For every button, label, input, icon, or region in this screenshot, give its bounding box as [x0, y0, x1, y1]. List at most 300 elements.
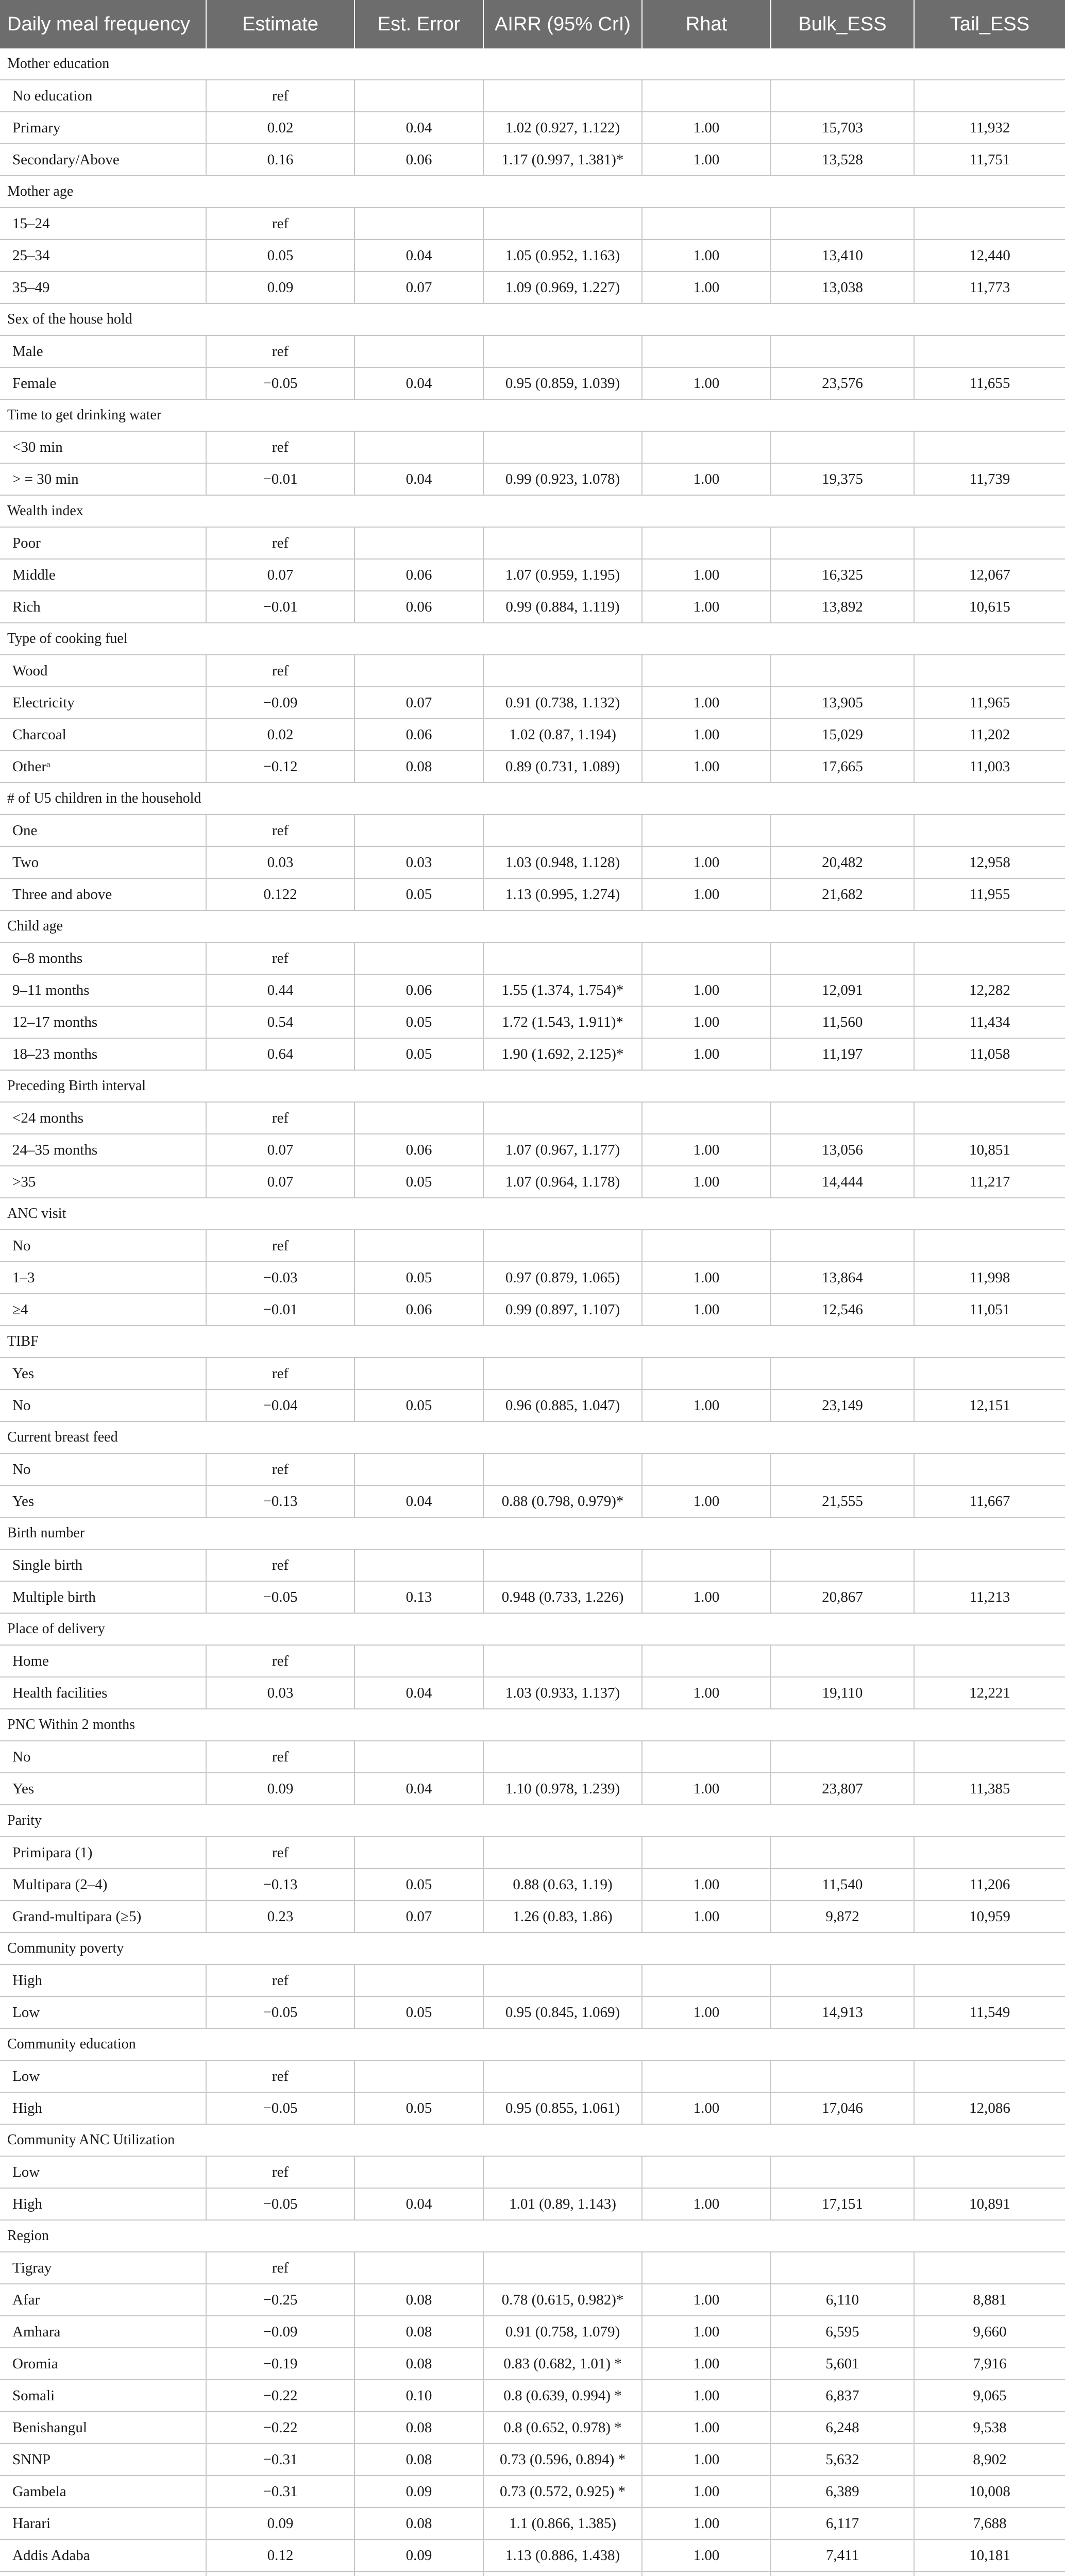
- rhat-cell: 1.00: [642, 1901, 771, 1933]
- row-label: Yes: [0, 1773, 206, 1805]
- table-row: [0, 1773, 1065, 1805]
- tail-ess-cell: [914, 1549, 1065, 1581]
- est-error-cell: [354, 2156, 483, 2188]
- column-header-rhat: Rhat: [642, 0, 771, 48]
- row-label: No: [0, 1741, 206, 1773]
- est-error-cell: 0.08: [354, 751, 483, 783]
- row-label: Charcoal: [0, 719, 206, 751]
- bulk-ess-cell: 6,389: [771, 2476, 914, 2507]
- est-error-cell: 0.04: [354, 463, 483, 495]
- group-header-row: [0, 1709, 1065, 1741]
- rhat-cell: 1.00: [642, 1581, 771, 1613]
- bulk-ess-cell: [771, 1549, 914, 1581]
- est-error-cell: [354, 942, 483, 974]
- bulk-ess-cell: 17,665: [771, 751, 914, 783]
- table-row: [0, 687, 1065, 719]
- tail-ess-cell: [914, 1964, 1065, 1996]
- group-label: ANC visit: [0, 1198, 1065, 1230]
- table-body: [0, 48, 1065, 2576]
- table-row: [0, 1038, 1065, 1070]
- table-row: [0, 2444, 1065, 2476]
- bulk-ess-cell: [771, 208, 914, 240]
- bulk-ess-cell: 11,540: [771, 1869, 914, 1901]
- table-row: [0, 208, 1065, 240]
- estimate-cell: −0.01: [206, 463, 354, 495]
- group-header-row: [0, 303, 1065, 335]
- rhat-cell: 1.00: [642, 367, 771, 399]
- table-row: [0, 2571, 1065, 2576]
- est-error-cell: 0.06: [354, 144, 483, 176]
- estimate-cell: −0.22: [206, 2412, 354, 2444]
- table-row: [0, 2252, 1065, 2284]
- group-label: Mother education: [0, 48, 1065, 80]
- est-error-cell: [354, 1549, 483, 1581]
- row-label: Multiple birth: [0, 1581, 206, 1613]
- airr-cell: 1.13 (0.995, 1.274): [483, 878, 642, 910]
- estimate-cell: ref: [206, 815, 354, 846]
- tail-ess-cell: [914, 1358, 1065, 1389]
- est-error-cell: 0.05: [354, 1006, 483, 1038]
- row-label: 6–8 months: [0, 942, 206, 974]
- group-label: Time to get drinking water: [0, 399, 1065, 431]
- table-row: [0, 1294, 1065, 1326]
- airr-cell: [483, 431, 642, 463]
- est-error-cell: 0.06: [354, 1294, 483, 1326]
- row-label: 12–17 months: [0, 1006, 206, 1038]
- table-row: [0, 2348, 1065, 2380]
- group-label: Preceding Birth interval: [0, 1070, 1065, 1102]
- rhat-cell: 1.00: [642, 2539, 771, 2571]
- group-label: Wealth index: [0, 495, 1065, 527]
- group-label: Mother age: [0, 176, 1065, 208]
- bulk-ess-cell: 13,864: [771, 1262, 914, 1294]
- table-row: [0, 2092, 1065, 2124]
- table-row: [0, 431, 1065, 463]
- table-row: [0, 112, 1065, 144]
- airr-cell: 0.99 (0.923, 1.078): [483, 463, 642, 495]
- airr-cell: [483, 208, 642, 240]
- rhat-cell: 1.00: [642, 1294, 771, 1326]
- bulk-ess-cell: 6,595: [771, 2316, 914, 2348]
- tail-ess-cell: 11,549: [914, 1996, 1065, 2028]
- group-label: Community ANC Utilization: [0, 2124, 1065, 2156]
- group-header-row: [0, 1517, 1065, 1549]
- tail-ess-cell: 12,086: [914, 2092, 1065, 2124]
- airr-cell: [483, 2252, 642, 2284]
- table-row: [0, 1230, 1065, 1262]
- row-label: Low: [0, 1996, 206, 2028]
- group-header-row: [0, 399, 1065, 431]
- table-row: [0, 367, 1065, 399]
- rhat-cell: [642, 431, 771, 463]
- rhat-cell: 1.00: [642, 687, 771, 719]
- rhat-cell: 1.00: [642, 974, 771, 1006]
- est-error-cell: 0.13: [354, 1581, 483, 1613]
- est-error-cell: 0.05: [354, 1389, 483, 1421]
- tail-ess-cell: 11,751: [914, 144, 1065, 176]
- airr-cell: 1.07 (0.964, 1.178): [483, 1166, 642, 1198]
- tail-ess-cell: [914, 655, 1065, 687]
- estimate-cell: −0.05: [206, 1996, 354, 2028]
- estimate-cell: 0.16: [206, 144, 354, 176]
- est-error-cell: 0.04: [354, 1773, 483, 1805]
- airr-cell: [483, 1964, 642, 1996]
- table-row: [0, 1901, 1065, 1933]
- airr-cell: [483, 1453, 642, 1485]
- airr-cell: 0.99 (0.897, 1.107): [483, 1294, 642, 1326]
- rhat-cell: 1.00: [642, 1677, 771, 1709]
- airr-cell: 0.88 (0.63, 1.19): [483, 1869, 642, 1901]
- est-error-cell: 0.04: [354, 112, 483, 144]
- row-label: One: [0, 815, 206, 846]
- group-header-row: [0, 1070, 1065, 1102]
- est-error-cell: [354, 1741, 483, 1773]
- group-header-row: [0, 495, 1065, 527]
- row-label: Rich: [0, 591, 206, 623]
- bulk-ess-cell: 14,913: [771, 1996, 914, 2028]
- est-error-cell: 0.05: [354, 1262, 483, 1294]
- row-label: Health facilities: [0, 1677, 206, 1709]
- airr-cell: [483, 1230, 642, 1262]
- bulk-ess-cell: 13,905: [771, 687, 914, 719]
- estimate-cell: 0.03: [206, 1677, 354, 1709]
- tail-ess-cell: 11,434: [914, 1006, 1065, 1038]
- estimate-cell: −0.04: [206, 1389, 354, 1421]
- bulk-ess-cell: 20,867: [771, 1581, 914, 1613]
- table-row: [0, 2284, 1065, 2316]
- bulk-ess-cell: 21,555: [771, 1485, 914, 1517]
- bulk-ess-cell: [771, 2156, 914, 2188]
- rhat-cell: 1.00: [642, 2412, 771, 2444]
- estimate-cell: 0.07: [206, 559, 354, 591]
- estimate-cell: 0.12: [206, 2539, 354, 2571]
- tail-ess-cell: 7,916: [914, 2348, 1065, 2380]
- table-row: [0, 1358, 1065, 1389]
- est-error-cell: [354, 431, 483, 463]
- table-row: [0, 1549, 1065, 1581]
- rhat-cell: 1.00: [642, 1485, 771, 1517]
- row-label: Grand-multipara (≥5): [0, 1901, 206, 1933]
- estimate-cell: ref: [206, 1645, 354, 1677]
- est-error-cell: 0.09: [354, 2476, 483, 2507]
- table-row: [0, 272, 1065, 303]
- row-label: Two: [0, 846, 206, 878]
- est-error-cell: 0.05: [354, 1996, 483, 2028]
- tail-ess-cell: 7,688: [914, 2507, 1065, 2539]
- est-error-cell: 0.05: [354, 1038, 483, 1070]
- rhat-cell: [642, 1102, 771, 1134]
- est-error-cell: [354, 655, 483, 687]
- group-label: Region: [0, 2220, 1065, 2252]
- group-label: Community education: [0, 2028, 1065, 2060]
- estimate-cell: −0.31: [206, 2444, 354, 2476]
- bulk-ess-cell: [771, 1741, 914, 1773]
- row-label: Low: [0, 2060, 206, 2092]
- group-label: Place of delivery: [0, 1613, 1065, 1645]
- row-label: High: [0, 2092, 206, 2124]
- airr-cell: [483, 942, 642, 974]
- est-error-cell: 0.08: [354, 2507, 483, 2539]
- airr-cell: 0.95 (0.859, 1.039): [483, 367, 642, 399]
- tail-ess-cell: 12,067: [914, 559, 1065, 591]
- airr-cell: [483, 80, 642, 112]
- est-error-cell: 0.09: [354, 2539, 483, 2571]
- estimate-cell: ref: [206, 1964, 354, 1996]
- tail-ess-cell: 12,282: [914, 974, 1065, 1006]
- row-label: Afar: [0, 2284, 206, 2316]
- rhat-cell: [642, 2252, 771, 2284]
- est-error-cell: 0.08: [354, 2444, 483, 2476]
- row-label: <30 min: [0, 431, 206, 463]
- table-row: [0, 1166, 1065, 1198]
- tail-ess-cell: [914, 1230, 1065, 1262]
- group-label: Sex of the house hold: [0, 303, 1065, 335]
- tail-ess-cell: [914, 942, 1065, 974]
- estimate-cell: ref: [206, 431, 354, 463]
- row-label: High: [0, 2188, 206, 2220]
- group-header-row: [0, 623, 1065, 655]
- estimate-cell: 0.07: [206, 1134, 354, 1166]
- estimate-cell: 0.44: [206, 974, 354, 1006]
- rhat-cell: 1.00: [642, 1166, 771, 1198]
- row-label: ≥4: [0, 1294, 206, 1326]
- est-error-cell: 0.04: [354, 367, 483, 399]
- estimate-cell: ref: [206, 1549, 354, 1581]
- group-label: Child age: [0, 910, 1065, 942]
- estimate-cell: 0.05: [206, 240, 354, 272]
- rhat-cell: 1.00: [642, 559, 771, 591]
- est-error-cell: 0.05: [354, 1166, 483, 1198]
- airr-cell: [483, 1358, 642, 1389]
- group-label: Current breast feed: [0, 1421, 1065, 1453]
- row-label: Primipara (1): [0, 1837, 206, 1869]
- bulk-ess-cell: [771, 942, 914, 974]
- estimate-cell: 0.23: [206, 1901, 354, 1933]
- rhat-cell: 1.00: [642, 1389, 771, 1421]
- airr-cell: [483, 527, 642, 559]
- airr-cell: 1.26 (0.83, 1.86): [483, 1901, 642, 1933]
- group-header-row: [0, 783, 1065, 815]
- rhat-cell: [642, 1549, 771, 1581]
- estimate-cell: 0.09: [206, 1773, 354, 1805]
- rhat-cell: 1.00: [642, 112, 771, 144]
- est-error-cell: 0.03: [354, 846, 483, 878]
- bulk-ess-cell: 11,197: [771, 1038, 914, 1070]
- rhat-cell: [642, 1741, 771, 1773]
- bulk-ess-cell: [771, 1453, 914, 1485]
- est-error-cell: [354, 1358, 483, 1389]
- row-label: 25–34: [0, 240, 206, 272]
- estimate-cell: −0.05: [206, 367, 354, 399]
- airr-cell: 0.89 (0.731, 1.089): [483, 751, 642, 783]
- column-header-tail-ess: Tail_ESS: [914, 0, 1065, 48]
- tail-ess-cell: [914, 431, 1065, 463]
- table-row: [0, 2156, 1065, 2188]
- bulk-ess-cell: 19,375: [771, 463, 914, 495]
- rhat-cell: 1.00: [642, 1038, 771, 1070]
- estimate-cell: −0.05: [206, 2092, 354, 2124]
- bulk-ess-cell: 13,056: [771, 1134, 914, 1166]
- tail-ess-cell: 8,902: [914, 2444, 1065, 2476]
- group-header-row: [0, 176, 1065, 208]
- rhat-cell: 1.00: [642, 1996, 771, 2028]
- row-label: Primary: [0, 112, 206, 144]
- bulk-ess-cell: 13,410: [771, 240, 914, 272]
- rhat-cell: 1.00: [642, 719, 771, 751]
- estimate-cell: −0.09: [206, 687, 354, 719]
- bulk-ess-cell: 13,528: [771, 144, 914, 176]
- estimate-cell: ref: [206, 1102, 354, 1134]
- est-error-cell: 0.08: [354, 2316, 483, 2348]
- airr-cell: 0.95 (0.855, 1.061): [483, 2092, 642, 2124]
- estimate-cell: −0.13: [206, 1485, 354, 1517]
- bulk-ess-cell: 12,091: [771, 974, 914, 1006]
- row-label: Single birth: [0, 1549, 206, 1581]
- tail-ess-cell: 11,773: [914, 272, 1065, 303]
- airr-cell: 1.1 (0.866, 1.385): [483, 2507, 642, 2539]
- table-row: [0, 1964, 1065, 1996]
- tail-ess-cell: 10,615: [914, 591, 1065, 623]
- bulk-ess-cell: [771, 80, 914, 112]
- table-row: [0, 1006, 1065, 1038]
- airr-cell: 0.78 (0.615, 0.982)*: [483, 2284, 642, 2316]
- rhat-cell: 1.00: [642, 1134, 771, 1166]
- airr-cell: 1.07 (0.967, 1.177): [483, 1134, 642, 1166]
- row-label: No education: [0, 80, 206, 112]
- table-row: [0, 2412, 1065, 2444]
- column-header-est-error: Est. Error: [354, 0, 483, 48]
- estimate-cell: 0.03: [206, 846, 354, 878]
- tail-ess-cell: 10,181: [914, 2539, 1065, 2571]
- airr-cell: [483, 1645, 642, 1677]
- bulk-ess-cell: [771, 1837, 914, 1869]
- table-row: [0, 2060, 1065, 2092]
- rhat-cell: 1.00: [642, 240, 771, 272]
- tail-ess-cell: 11,385: [914, 1773, 1065, 1805]
- rhat-cell: 1.00: [642, 591, 771, 623]
- row-label: 1–3: [0, 1262, 206, 1294]
- tail-ess-cell: 11,058: [914, 1038, 1065, 1070]
- row-label: 24–35 months: [0, 1134, 206, 1166]
- row-label: 18–23 months: [0, 1038, 206, 1070]
- bulk-ess-cell: [771, 1645, 914, 1677]
- bulk-ess-cell: 20,482: [771, 846, 914, 878]
- est-error-cell: 0.04: [354, 1485, 483, 1517]
- row-label: Multipara (2–4): [0, 1869, 206, 1901]
- est-error-cell: 0.05: [354, 2092, 483, 2124]
- bulk-ess-cell: [771, 527, 914, 559]
- tail-ess-cell: [914, 1837, 1065, 1869]
- tail-ess-cell: [914, 2571, 1065, 2576]
- table-row: [0, 2188, 1065, 2220]
- rhat-cell: 1.00: [642, 878, 771, 910]
- airr-cell: 0.83 (0.682, 1.01) *: [483, 2348, 642, 2380]
- airr-cell: 1.09 (0.969, 1.227): [483, 272, 642, 303]
- bulk-ess-cell: 12,546: [771, 1294, 914, 1326]
- est-error-cell: [354, 1230, 483, 1262]
- bulk-ess-cell: 13,892: [771, 591, 914, 623]
- table-row: [0, 2539, 1065, 2571]
- estimate-cell: −0.01: [206, 1294, 354, 1326]
- rhat-cell: [642, 208, 771, 240]
- row-label: Otherᵃ: [0, 751, 206, 783]
- tail-ess-cell: [914, 2156, 1065, 2188]
- tail-ess-cell: 11,202: [914, 719, 1065, 751]
- rhat-cell: [642, 1358, 771, 1389]
- rhat-cell: [642, 1645, 771, 1677]
- tail-ess-cell: 12,221: [914, 1677, 1065, 1709]
- tail-ess-cell: 11,932: [914, 112, 1065, 144]
- tail-ess-cell: 12,440: [914, 240, 1065, 272]
- rhat-cell: 1.00: [642, 2476, 771, 2507]
- estimate-cell: −0.01: [206, 591, 354, 623]
- rhat-cell: [642, 80, 771, 112]
- column-header-airr: AIRR (95% CrI): [483, 0, 642, 48]
- estimate-cell: −0.05: [206, 1581, 354, 1613]
- group-label: Community poverty: [0, 1933, 1065, 1964]
- group-header-row: [0, 2028, 1065, 2060]
- airr-cell: 0.99 (0.884, 1.119): [483, 591, 642, 623]
- row-label: High: [0, 1964, 206, 1996]
- airr-cell: 0.73 (0.572, 0.925) *: [483, 2476, 642, 2507]
- rhat-cell: 1.00: [642, 1262, 771, 1294]
- table-row: [0, 1389, 1065, 1421]
- est-error-cell: 0.07: [354, 1901, 483, 1933]
- airr-cell: 1.05 (0.952, 1.163): [483, 240, 642, 272]
- airr-cell: 0.948 (0.733, 1.226): [483, 1581, 642, 1613]
- bulk-ess-cell: 23,576: [771, 367, 914, 399]
- est-error-cell: [354, 335, 483, 367]
- group-header-row: [0, 1805, 1065, 1837]
- est-error-cell: 0.06: [354, 974, 483, 1006]
- row-label: Secondary/Above: [0, 144, 206, 176]
- rhat-cell: 1.00: [642, 751, 771, 783]
- table-row: [0, 655, 1065, 687]
- tail-ess-cell: 12,958: [914, 846, 1065, 878]
- tail-ess-cell: 11,003: [914, 751, 1065, 783]
- row-label: Amhara: [0, 2316, 206, 2348]
- airr-cell: [483, 655, 642, 687]
- tail-ess-cell: 11,955: [914, 878, 1065, 910]
- bulk-ess-cell: 14,444: [771, 1166, 914, 1198]
- table-row: [0, 1485, 1065, 1517]
- estimate-cell: ref: [206, 2060, 354, 2092]
- group-header-row: [0, 1613, 1065, 1645]
- row-label: No: [0, 1453, 206, 1485]
- tail-ess-cell: [914, 1645, 1065, 1677]
- table-row: [0, 144, 1065, 176]
- rhat-cell: 1.00: [642, 2444, 771, 2476]
- group-label: Parity: [0, 1805, 1065, 1837]
- bulk-ess-cell: 7,411: [771, 2539, 914, 2571]
- row-label: Low: [0, 2156, 206, 2188]
- tail-ess-cell: [914, 815, 1065, 846]
- tail-ess-cell: [914, 1453, 1065, 1485]
- tail-ess-cell: [914, 2252, 1065, 2284]
- tail-ess-cell: 9,065: [914, 2380, 1065, 2412]
- airr-cell: [483, 2571, 642, 2576]
- rhat-cell: 1.00: [642, 2284, 771, 2316]
- airr-cell: 0.73 (0.596, 0.894) *: [483, 2444, 642, 2476]
- tail-ess-cell: 10,891: [914, 2188, 1065, 2220]
- rhat-cell: 1.00: [642, 1869, 771, 1901]
- tail-ess-cell: 11,217: [914, 1166, 1065, 1198]
- table-row: [0, 751, 1065, 783]
- tail-ess-cell: 11,667: [914, 1485, 1065, 1517]
- table-row: [0, 1837, 1065, 1869]
- airr-cell: 0.8 (0.652, 0.978) *: [483, 2412, 642, 2444]
- airr-cell: 1.03 (0.933, 1.137): [483, 1677, 642, 1709]
